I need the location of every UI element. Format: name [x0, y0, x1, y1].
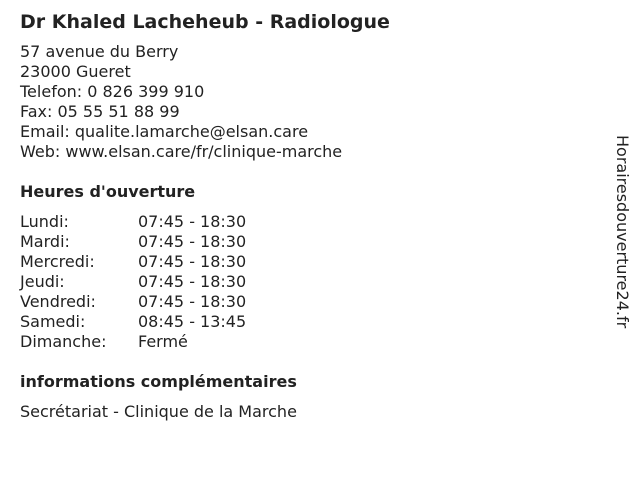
- additional-info-text: Secrétariat - Clinique de la Marche: [20, 402, 297, 421]
- hours-row-sunday: [20, 332, 600, 352]
- address-city: 23000 Gueret: [20, 62, 131, 81]
- hours-row-friday: [20, 292, 600, 312]
- hours-row-tuesday: [20, 232, 600, 252]
- opening-hours-heading: Heures d'ouverture: [20, 182, 196, 201]
- fax-line: Fax: 05 55 51 88 99: [20, 102, 180, 121]
- hours-row-thursday: [20, 272, 600, 292]
- email-line: Email: qualite.lamarche@elsan.care: [20, 122, 309, 141]
- time-value: 07:45 - 18:30: [138, 252, 247, 271]
- time-value: Fermé: [138, 332, 188, 351]
- time-value: 08:45 - 13:45: [138, 312, 247, 331]
- hours-row-monday: [20, 212, 600, 232]
- web-line: Web: www.elsan.care/fr/clinique-marche: [20, 142, 343, 161]
- day-label: Mercredi:: [20, 252, 95, 271]
- day-label: Mardi:: [20, 232, 70, 251]
- time-value: 07:45 - 18:30: [138, 232, 247, 251]
- address-street: 57 avenue du Berry: [20, 42, 179, 61]
- time-value: 07:45 - 18:30: [138, 272, 247, 291]
- day-label: Jeudi:: [20, 272, 65, 291]
- day-label: Dimanche:: [20, 332, 107, 351]
- day-label: Vendredi:: [20, 292, 96, 311]
- time-value: 07:45 - 18:30: [138, 292, 247, 311]
- day-label: Lundi:: [20, 212, 69, 231]
- day-label: Samedi:: [20, 312, 86, 331]
- opening-hours-table: [20, 212, 600, 352]
- contact-block: [20, 42, 600, 162]
- additional-info-heading: informations complémentaires: [20, 372, 297, 391]
- page-title: Dr Khaled Lacheheub - Radiologue: [20, 11, 390, 33]
- time-value: 07:45 - 18:30: [138, 212, 247, 231]
- site-watermark-label: Horairesdouverture24.fr: [613, 135, 632, 329]
- hours-row-wednesday: [20, 252, 600, 272]
- hours-row-saturday: [20, 312, 600, 332]
- practice-card: [20, 0, 600, 422]
- phone-line: Telefon: 0 826 399 910: [20, 82, 205, 101]
